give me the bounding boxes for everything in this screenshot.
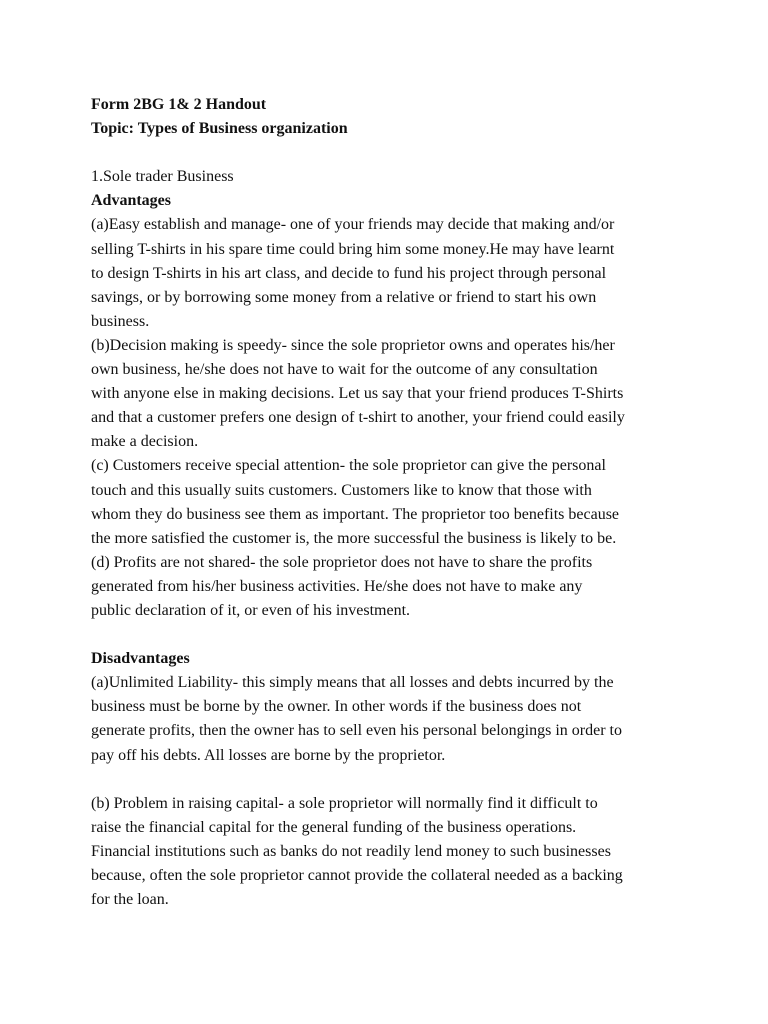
blank-line [91, 623, 691, 647]
advantages-line: with anyone else in making decisions. Let us say that your friend produces T-Shirts [91, 385, 624, 403]
disadvantages-line: generate profits, then the owner has to sell even his personal belongings in order to [91, 722, 622, 740]
blank-line [91, 141, 691, 165]
advantages-line: business. [91, 312, 150, 330]
advantages-line: public declaration of it, or even of his investment. [91, 601, 411, 619]
handout-topic: Topic: Types of Business organization [91, 120, 348, 138]
advantages-line: (c) Customers receive special attention- the sole proprietor can give the personal [91, 457, 606, 475]
advantages-line: (a)Easy establish and manage- one of your friends may decide that making and/or [91, 216, 615, 234]
disadvantages-line: because, often the sole proprietor cannot provide the collateral needed as a backing [91, 867, 623, 884]
advantages-line: selling T-shirts in his spare time could bring him some money.He may have learnt [91, 240, 615, 258]
advantages-line: generated from his/her business activities. He/she does not have to make any [91, 577, 583, 595]
disadvantages-line: business must be borne by the owner. In other words if the business does not [91, 698, 582, 716]
disadvantages-line: (a)Unlimited Liability- this simply means that all losses and debts incurred by the [91, 674, 614, 692]
advantages-line: (d) Profits are not shared- the sole proprietor does not have to share the profits [91, 553, 593, 571]
disadvantages-line: (b) Problem in raising capital- a sole proprietor will normally find it difficult to [91, 794, 598, 812]
advantages-line: touch and this usually suits customers. Customers like to know that those with [91, 481, 592, 499]
disadvantages-heading: Disadvantages [91, 650, 190, 668]
disadvantages-line: Financial institutions such as banks do not readily lend money to such businesses [91, 842, 611, 860]
disadvantages-line: raise the financial capital for the general funding of the business operations. [91, 818, 577, 836]
handout-text [91, 93, 691, 912]
advantages-line: own business, he/she does not have to wait for the outcome of any consultation [91, 361, 598, 379]
advantages-line: make a decision. [91, 433, 199, 451]
advantages-heading: Advantages [91, 192, 172, 210]
advantages-line: and that a customer prefers one design of t-shirt to another, your friend could easily [91, 409, 625, 427]
advantages-line: whom they do business see them as important. The proprietor too benefits because [91, 505, 620, 523]
handout-title: Form 2BG 1& 2 Handout [91, 96, 267, 113]
section-heading: 1.Sole trader Business [91, 168, 234, 186]
advantages-line: the more satisfied the customer is, the more successful the business is likely to be. [91, 529, 617, 547]
disadvantages-line: for the loan. [91, 891, 169, 909]
blank-line [91, 768, 691, 792]
advantages-line: savings, or by borrowing some money from a relative or friend to start his own [91, 288, 597, 306]
advantages-line: to design T-shirts in his art class, and decide to fund his project through personal [91, 264, 607, 282]
advantages-line: (b)Decision making is speedy- since the sole proprietor owns and operates his/her [91, 336, 615, 354]
disadvantages-line: pay off his debts. All losses are borne by the proprietor. [91, 746, 446, 764]
